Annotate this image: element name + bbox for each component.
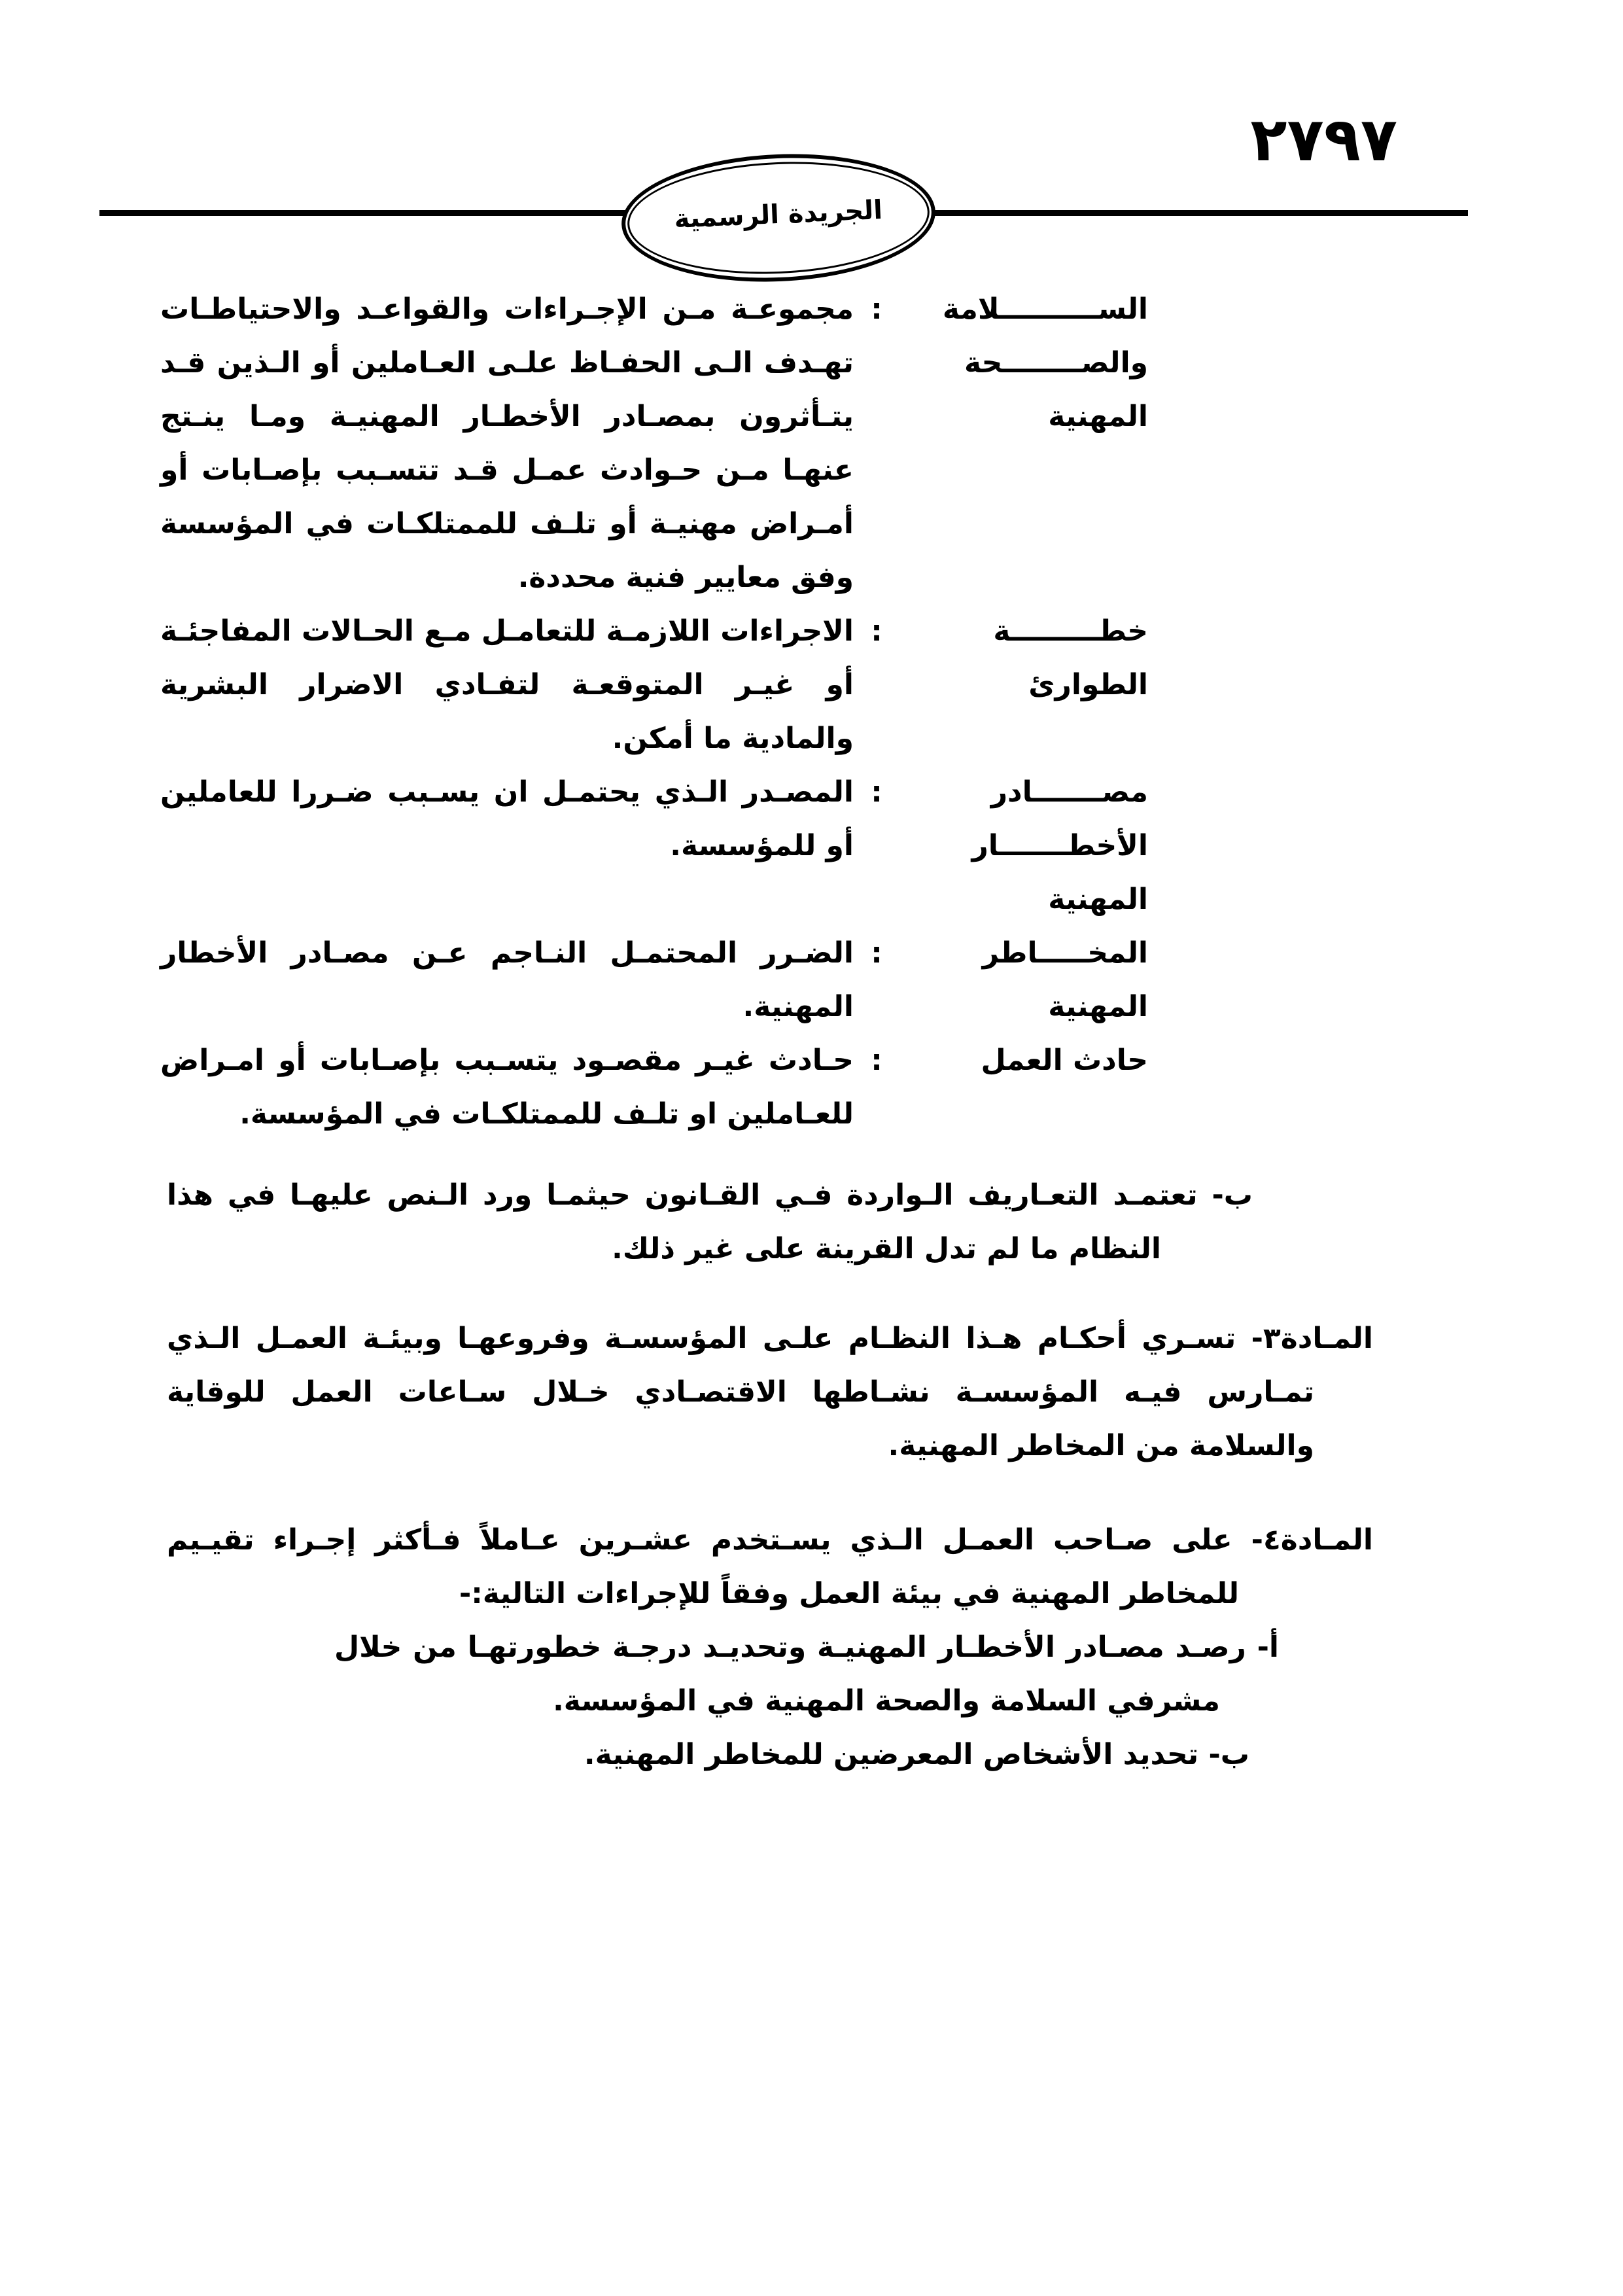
term-line: الطوارئ: [1028, 668, 1148, 701]
term-line: المخـــــاطر: [982, 936, 1148, 970]
article-4: [0, 1513, 1623, 1782]
definition-text: الاجراءات اللازمـة للتعامـل مـع الحـالات المفاجئـة أو غيـر المتوقعـة لتفـادي الاضرار البشرية والمادية ما أمكن.: [160, 614, 854, 755]
term-line: المهنية: [1048, 990, 1148, 1023]
definition-term: [899, 283, 1148, 605]
article-4-head: [167, 1513, 1373, 1621]
article-4-item-a: أ- رصـد مصـادر الأخطـار المهنيـة وتحديـد درجـة خطورتهـا من خلال مشرفي السلامة والصحة المهنية في المؤسسة.: [334, 1631, 1279, 1718]
definitions-section: [157, 283, 1148, 1141]
article-4-text: على صـاحب العمـل الـذي يسـتخدم عشـرين عـاملاً فـأكثر إجـراء تقيـيم للمخاطر المهنية في بيئة العمل وفقاً للإجراءات التالية:-: [167, 1523, 1239, 1610]
definition-row-safety: [157, 283, 1148, 605]
term-line: والصــــــــحة: [964, 346, 1148, 380]
definition-term: [899, 1034, 1148, 1141]
definition-colon: :: [871, 614, 882, 648]
definition-row-hazard-sources: [157, 766, 1148, 927]
definition-term: [899, 766, 1148, 927]
article-4-label: المـادة٤-: [1251, 1523, 1374, 1557]
term-line: الســــــــــلامة: [942, 292, 1148, 326]
article-3-text: تسـري أحكـام هـذا النظـام علـى المؤسسـة وفروعهـا وبيئـة العمـل الـذي تمـارس فيـه المؤسسـة نشـاطها الاقتصـادي خـلال سـاعات العمل للوقاية والسلامة من المخاطر المهنية.: [167, 1322, 1314, 1462]
term-line: الأخطـــــــار: [971, 829, 1148, 862]
definition-colon: :: [871, 936, 882, 970]
article-4-item-b: ب- تحديد الأشخاص المعرضين للمخاطر المهنية.: [584, 1738, 1249, 1771]
definition-row-emergency-plan: [157, 605, 1148, 766]
definition-row-occupational-risks: [157, 927, 1148, 1034]
definition-text: الضـرر المحتمـل النـاجم عـن مصـادر الأخطار المهنية.: [160, 936, 854, 1023]
term-line: المهنية: [1048, 400, 1148, 433]
definition-text: مجموعـة مـن الإجـراءات والقواعـد والاحتياطـات تهـدف الـى الحفـاظ علـى العـاملين أو الـذين قـد يتـأثرون بمصـادر الأخطـار المهنيـة ومـا ينـتج عنهـا مـن حـوادث عمـل قـد تتسـبب بإصـابات أو أمـراض مهنيـة أو تلـف للممتلكـات في المؤسسة وفق معايير فنية محددة.: [160, 292, 854, 594]
article-3: [167, 1312, 1373, 1473]
article-3-label: المـادة٣-: [1251, 1322, 1373, 1355]
definition-colon: :: [871, 292, 882, 326]
definition-row-work-accident: [157, 1034, 1148, 1141]
term-line: خطـــــــــة: [993, 614, 1148, 648]
clause-b: ب- تعتمـد التعـاريف الـواردة فـي القـانون حيثمـا ورد الـنص عليهـا في هذا النظام ما لم تدل القرينة على غير ذلك.: [167, 1178, 1253, 1265]
definition-colon: :: [871, 775, 882, 809]
definition-term: [899, 605, 1148, 766]
definition-term: [899, 927, 1148, 1034]
term-line: المهنية: [1048, 883, 1148, 916]
term-line: حادث العمل: [981, 1044, 1148, 1077]
term-line: مصـــــــادر: [990, 775, 1148, 809]
definition-colon: :: [871, 1044, 882, 1077]
gazette-title: الجريدة الرسمية: [673, 195, 883, 234]
page-number: ٢٧٩٧: [1250, 105, 1397, 175]
definition-text: حـادث غيـر مقصـود يتسـبب بإصـابات أو امـراض للعـاملين او تلـف للممتلكـات في المؤسسة.: [160, 1044, 854, 1131]
definition-text: المصـدر الـذي يحتمـل ان يسـبب ضـررا للعاملين أو للمؤسسة.: [160, 775, 854, 862]
